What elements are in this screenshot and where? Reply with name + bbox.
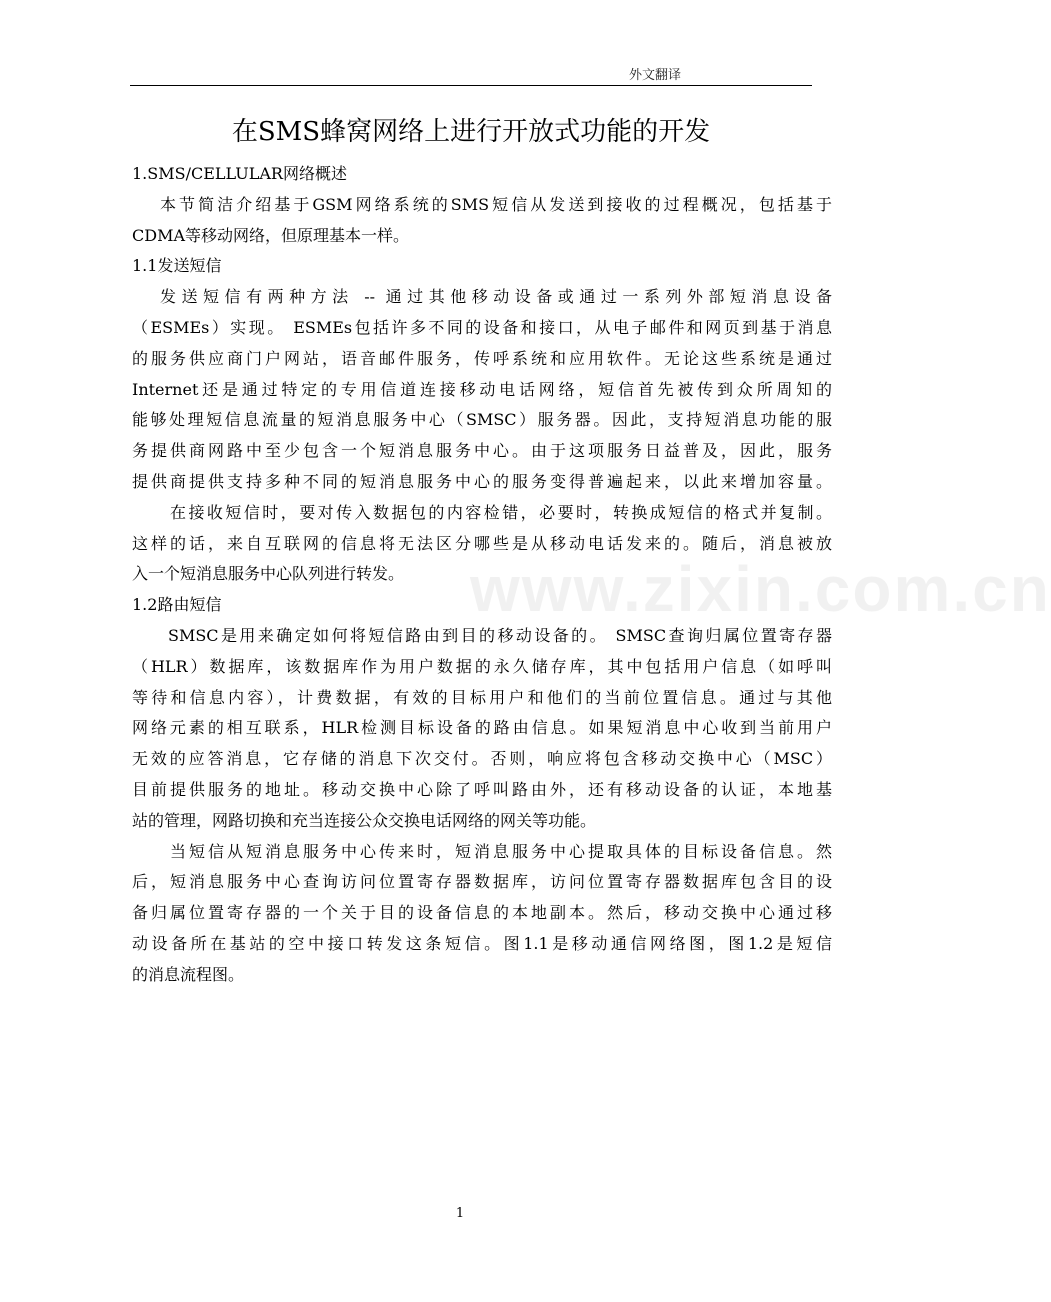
paragraph-line: 的服务供应商门户网站，语音邮件服务，传呼系统和应用软件。无论这些系统是通过 [132,348,832,368]
paragraph-line: 发送短信有两种方法 -- 通过其他移动设备或通过一系列外部短消息设备 [160,287,832,307]
paragraph-line: 当短信从短消息服务中心传来时，短消息服务中心提取具体的目标设备信息。然 [170,841,832,861]
paragraph-line: 等待和信息内容），计费数据，有效的目标用户和他们的当前位置信息。通过与其他 [132,687,832,707]
paragraph-line: 网络元素的相互联系，HLR检测目标设备的路由信息。如果短消息中心收到当前用户 [132,718,832,738]
paragraph-line: 备归属位置寄存器的一个关于目的设备信息的本地副本。然后，移动交换中心通过移 [132,903,832,923]
paragraph-line: 这样的话，来自互联网的信息将无法区分哪些是从移动电话发来的。随后，消息被放 [132,533,832,553]
paragraph-line: 入一个短消息服务中心队列进行转发。 [132,564,405,584]
paragraph-line: 后，短消息服务中心查询访问位置寄存器数据库，访问位置寄存器数据库包含目的设 [132,872,832,892]
paragraph-line: （ESMEs）实现。 ESMEs包括许多不同的设备和接口，从电子邮件和网页到基于消息 [132,317,832,337]
paragraph-line: SMSC是用来确定如何将短信路由到目的移动设备的。 SMSC查询归属位置寄存器 [168,625,832,645]
paragraph-line: 能够处理短信息流量的短消息服务中心（SMSC）服务器。因此，支持短消息功能的服 [132,410,832,430]
document-title: 在SMS蜂窝网络上进行开放式功能的开发 [231,117,711,147]
section-heading: 1.2路由短信 [132,595,222,615]
running-header: 外文翻译 [628,68,681,83]
paragraph-line: 的消息流程图。 [132,964,245,984]
paragraph-line: 站的管理，网路切换和充当连接公众交换电话网络的网关等功能。 [132,810,597,830]
section-heading: 1.1发送短信 [132,256,222,276]
paragraph-line: 动设备所在基站的空中接口转发这条短信。图1.1是移动通信网络图，图1.2是短信 [132,933,832,953]
paragraph-line: 本节简洁介绍基于GSM网络系统的SMS短信从发送到接收的过程概况，包括基于 [160,194,832,214]
paragraph-line: （HLR）数据库，该数据库作为用户数据的永久储存库，其中包括用户信息（如呼叫 [132,656,832,676]
paragraph-line: 无效的应答消息，它存储的消息下次交付。否则，响应将包含移动交换中心（MSC） [132,749,832,769]
header-rule [130,85,812,86]
paragraph-line: 目前提供服务的地址。移动交换中心除了呼叫路由外，还有移动设备的认证，本地基 [132,779,832,799]
document-body [132,159,832,991]
page-number: 1 [455,1206,465,1221]
paragraph-line: 提供商提供支持多种不同的短消息服务中心的服务变得普遍起来，以此来增加容量。 [132,471,832,491]
paragraph-line: 在接收短信时，要对传入数据包的内容检错，必要时，转换成短信的格式并复制。 [170,502,832,522]
paragraph-line: CDMA等移动网络，但原理基本一样。 [132,225,410,245]
watermark: www.zixin.com.cn [470,553,1051,625]
paragraph-line: Internet还是通过特定的专用信道连接移动电话网络，短信首先被传到众所周知的 [132,379,832,399]
paragraph-line: 务提供商网路中至少包含一个短消息服务中心。由于这项服务日益普及，因此，服务 [132,441,832,461]
section-heading: 1.SMS/CELLULAR网络概述 [132,164,347,183]
